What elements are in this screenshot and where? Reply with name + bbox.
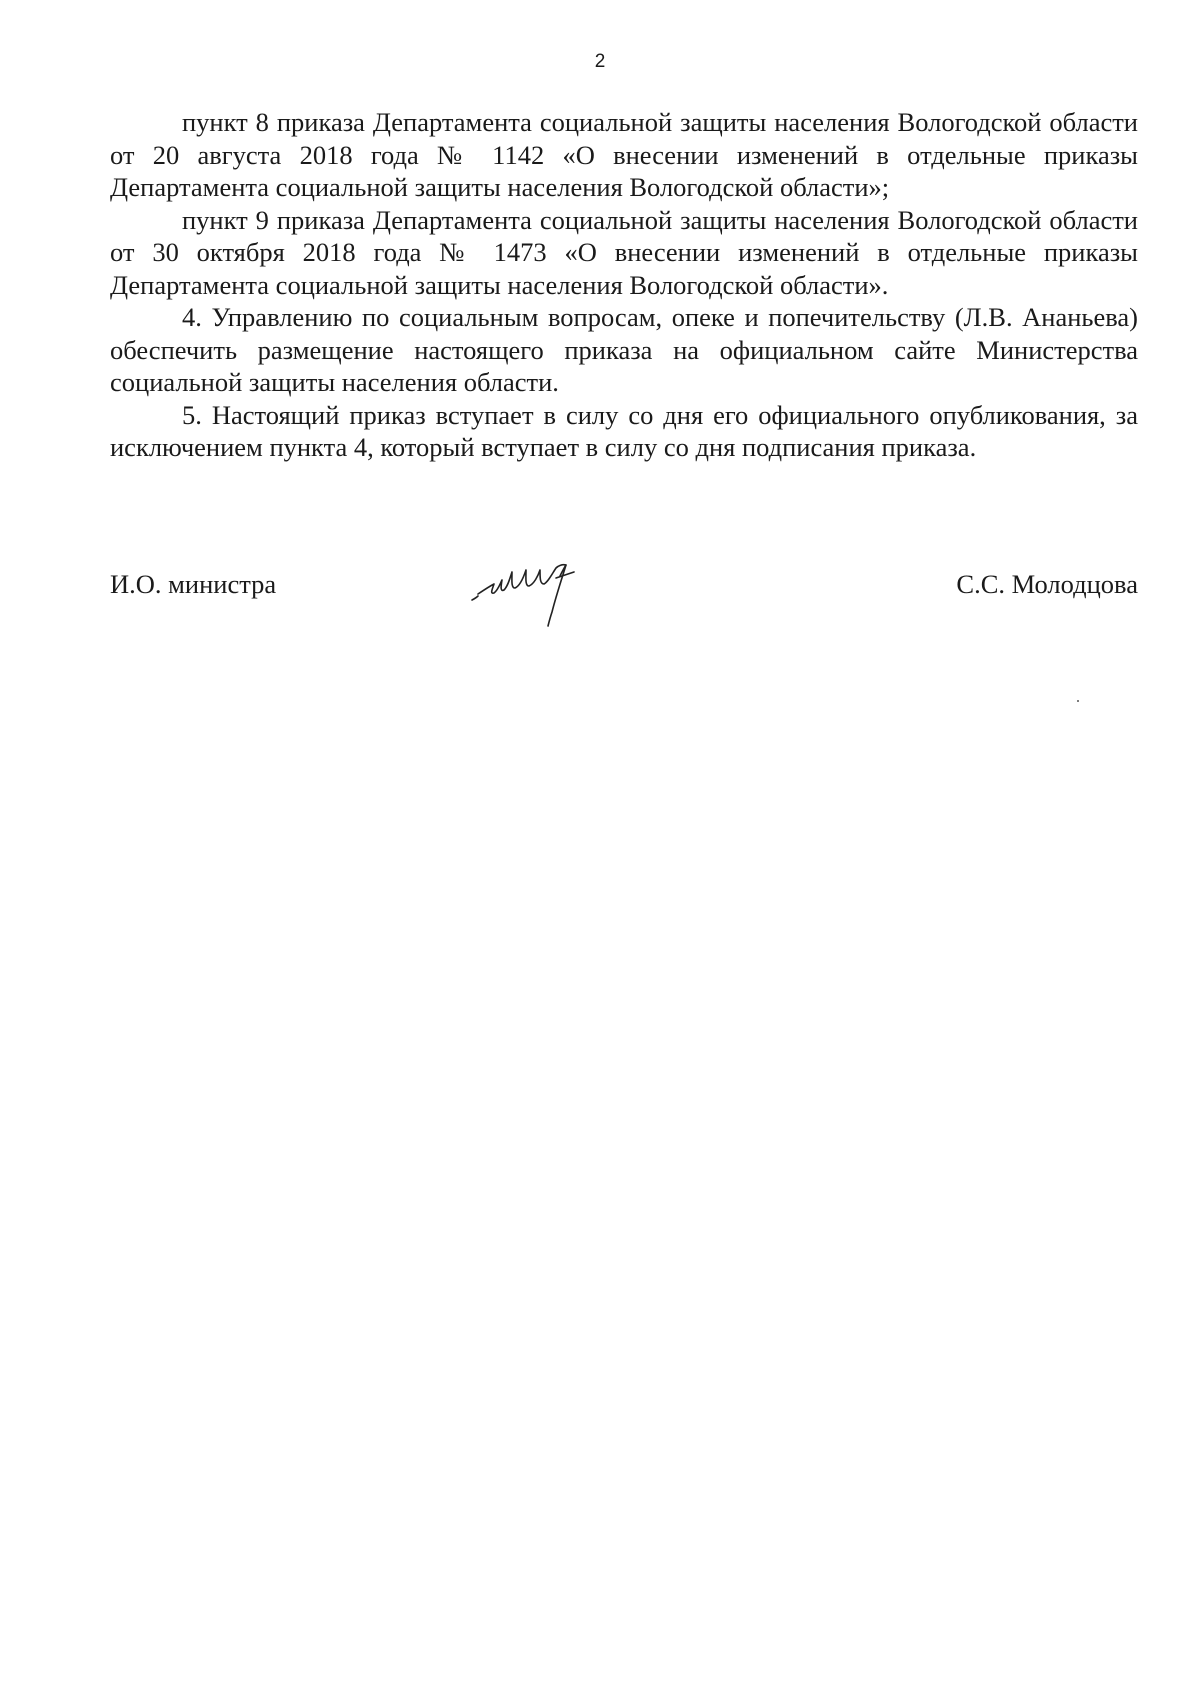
document-body: [110, 106, 1138, 464]
paragraph-item-9: пункт 9 приказа Департамента социальной защиты населения Вологодской области от 30 октября 2018 года № 1473 «О внесении изменений в отдельные приказы Департамента социальной защиты населения Вологодской области».: [110, 204, 1138, 300]
handwritten-signature-icon: [470, 556, 600, 628]
paragraph-item-8: пункт 8 приказа Департамента социальной защиты населения Вологодской области от 20 августа 2018 года № 1142 «О внесении изменений в отдельные приказы Департамента социальной защиты населения Вологодской области»;: [110, 107, 1138, 202]
paragraph-clause-4: 4. Управлению по социальным вопросам, опеке и попечительству (Л.В. Ананьева) обеспечить размещение настоящего приказа на официальном сайте Министерства социальной защиты населения области.: [110, 302, 1138, 397]
signature-block: [110, 556, 1138, 646]
signatory-name: С.С. Молодцова: [956, 569, 1138, 599]
page-number: 2: [594, 51, 606, 72]
signatory-position: И.О. министра: [110, 569, 277, 599]
scan-speck: [1077, 700, 1079, 702]
paragraph-clause-5: 5. Настоящий приказ вступает в силу со дня его официального опубликования, за исключением пункта 4, который вступает в силу со дня подписания приказа.: [110, 399, 1138, 462]
